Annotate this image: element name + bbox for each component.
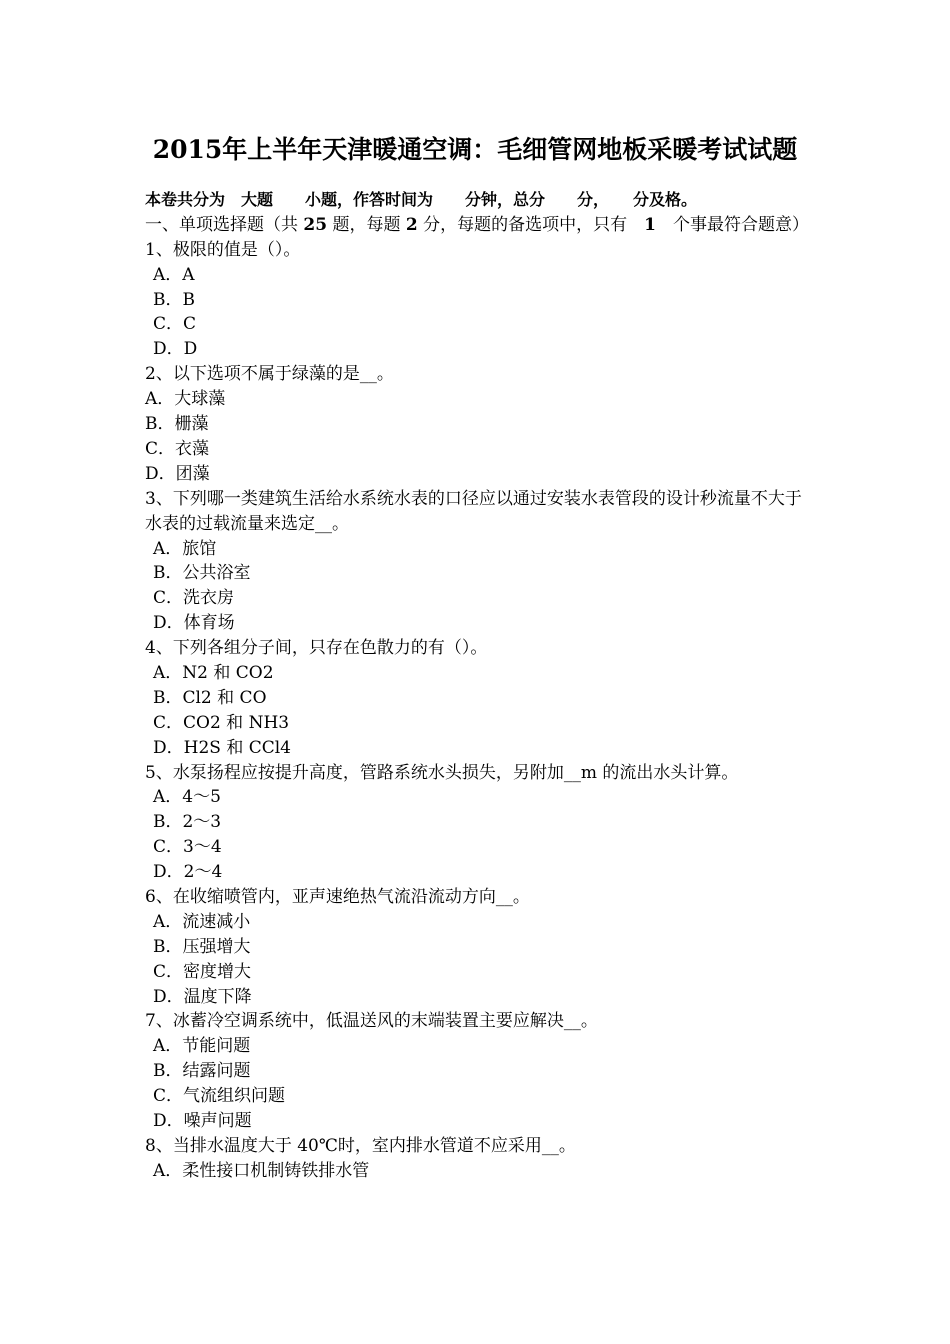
question-option: A．4～5 [153, 787, 221, 808]
question-stem: 7、冰蓄冷空调系统中，低温送风的末端装置主要应解决__。 [145, 1011, 598, 1032]
question-option: A．流速减小 [153, 911, 251, 932]
question-option: B．Cl2 和 CO [153, 687, 267, 708]
question-option: C．密度增大 [153, 961, 252, 982]
question-stem: 2、以下选项不属于绿藻的是__。 [145, 364, 394, 385]
section-text-2: 题，每题 [332, 214, 401, 235]
question-option: B．公共浴室 [153, 563, 251, 584]
question-option: D．体育场 [153, 613, 235, 634]
question-option: D．团藻 [145, 463, 210, 484]
question-stem: 6、在收缩喷管内，亚声速绝热气流沿流动方向__。 [145, 886, 530, 907]
question-option: C．3～4 [153, 837, 222, 858]
question-option: C．CO2 和 NH3 [153, 712, 290, 733]
question-stem: 5、水泵扬程应按提升高度，管路系统水头损失，另附加__m 的流出水头计算。 [145, 762, 739, 783]
question-stem: 3、下列哪一类建筑生活给水系统水表的口径应以通过安装水表管段的设计秒流量不大于水表的过载流量来选定__。 [145, 488, 802, 534]
question-option: B．结露问题 [153, 1061, 251, 1082]
section-one: 1 [644, 214, 656, 235]
exam-content [145, 188, 815, 1184]
question-option: B．B [153, 289, 195, 310]
section-text-4: 个事最符合题意） [672, 214, 809, 235]
question-option: C．C [153, 314, 197, 335]
exam-summary: 本卷共分为 大题 小题，作答时间为 分钟，总分 分， 分及格。 [145, 190, 698, 209]
question-option: D．温度下降 [153, 986, 252, 1007]
question-stem: 4、下列各组分子间，只存在色散力的有（）。 [145, 638, 488, 659]
question-option: A．节能问题 [153, 1036, 251, 1057]
question-option: B．压强增大 [153, 936, 251, 957]
section-count: 25 [303, 214, 328, 235]
question-list [145, 238, 815, 1184]
question-option: A．旅馆 [153, 538, 217, 559]
question-option: D．2～4 [153, 862, 223, 883]
section-heading [145, 213, 815, 238]
question-option: C．洗衣房 [153, 588, 235, 609]
page-title: 2015年上半年天津暖通空调：毛细管网地板采暖考试试题 [152, 135, 798, 164]
question-option: A．A [153, 264, 195, 285]
question-option: B．栅藻 [145, 414, 209, 435]
question-option: C．气流组织问题 [153, 1086, 286, 1107]
question-stem: 1、极限的值是（）。 [145, 239, 301, 260]
question-option: A．柔性接口机制铸铁排水管 [153, 1160, 370, 1181]
question-option: A．N2 和 CO2 [153, 662, 274, 683]
section-text-1: 一、单项选择题（共 [145, 214, 298, 235]
section-text-3: 分，每题的备选项中，只有 [423, 214, 628, 235]
question-stem: 8、当排水温度大于 40℃时，室内排水管道不应采用__。 [145, 1135, 576, 1156]
question-option: D．D [153, 339, 198, 360]
question-option: C．衣藻 [145, 438, 210, 459]
section-score: 2 [405, 214, 418, 235]
question-option: D．噪声问题 [153, 1111, 252, 1131]
question-option: A．大球藻 [145, 389, 226, 410]
question-option: D．H2S 和 CCl4 [153, 737, 291, 758]
question-option: B．2～3 [153, 812, 222, 833]
